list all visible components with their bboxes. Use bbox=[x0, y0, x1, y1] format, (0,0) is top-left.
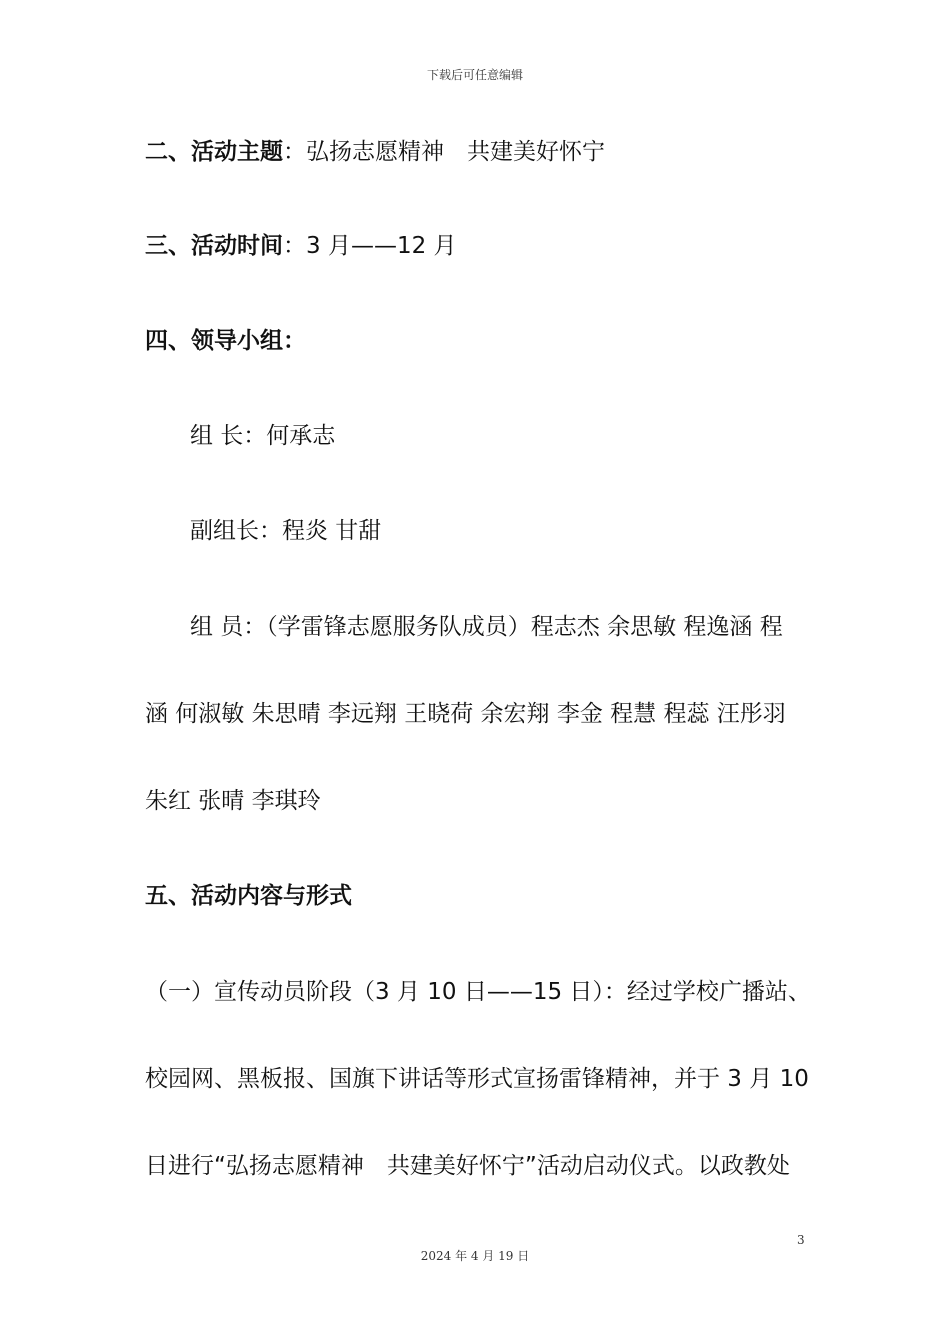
paragraph-line-1: （一）宣传动员阶段（3 月 10 日——15 日）：经过学校广播站、 bbox=[145, 979, 811, 1005]
theme-value: ：弘扬志愿精神 共建美好怀宁 bbox=[283, 139, 605, 165]
paragraph-line-2: 校园网、黑板报、国旗下讲话等形式宣扬雷锋精神，并于 3 月 10 bbox=[145, 1066, 809, 1092]
vice-group-leader: 副组长：程炎 甘甜 bbox=[190, 518, 382, 544]
members-line-1: 组 员：（学雷锋志愿服务队成员）程志杰 余思敏 程逸涵 程 bbox=[190, 614, 783, 640]
page-header: 下载后可任意编辑 bbox=[426, 68, 523, 82]
paragraph-line-3: 日进行“弘扬志愿精神 共建美好怀宁”活动启动仪式。以政教处 bbox=[145, 1153, 790, 1179]
time-label: 三、活动时间 bbox=[145, 233, 283, 259]
content-title: 五、活动内容与形式 bbox=[145, 883, 352, 909]
theme-label: 二、活动主题 bbox=[145, 139, 283, 165]
leader-group-title: 四、领导小组： bbox=[145, 328, 306, 354]
page-footer-date: 2024 年 4 月 19 日 bbox=[420, 1249, 530, 1263]
members-line-3: 朱红 张晴 李琪玲 bbox=[145, 788, 321, 814]
group-leader: 组 长：何承志 bbox=[190, 423, 336, 449]
members-line-2: 涵 何淑敏 朱思晴 李远翔 王晓荷 余宏翔 李金 程慧 程蕊 汪彤羽 bbox=[145, 701, 786, 727]
theme-line bbox=[145, 137, 815, 167]
page-number: 3 bbox=[797, 1233, 805, 1247]
time-value: ：3 月——12 月 bbox=[283, 233, 457, 259]
time-line bbox=[145, 231, 815, 261]
